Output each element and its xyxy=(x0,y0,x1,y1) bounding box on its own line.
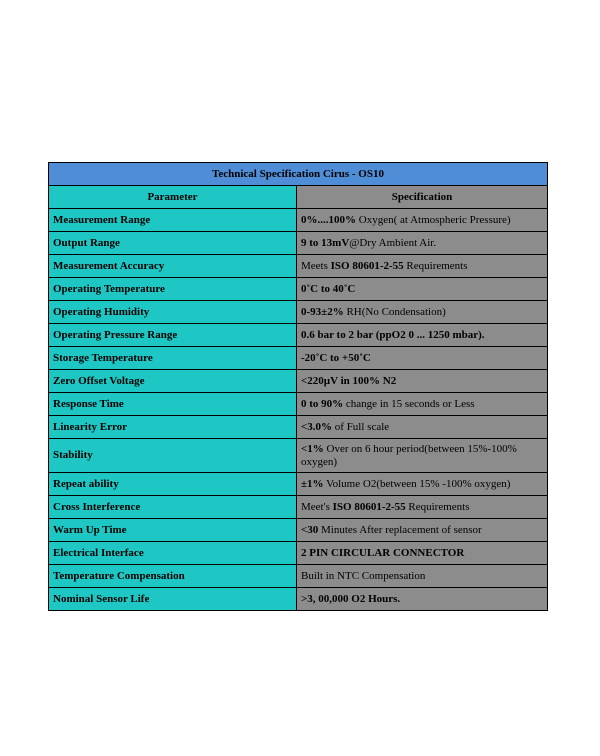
table-row xyxy=(49,347,548,370)
specification-cell xyxy=(297,370,548,393)
specification-cell xyxy=(297,565,548,588)
table-header-row xyxy=(49,186,548,209)
table-row xyxy=(49,588,548,611)
spec-text: @Dry Ambient Air. xyxy=(349,236,437,249)
table-title: Technical Specification Cirus - OS10 xyxy=(49,163,548,186)
parameter-cell: Storage Temperature xyxy=(49,347,297,370)
parameter-cell: Electrical Interface xyxy=(49,542,297,565)
parameter-cell: Operating Temperature xyxy=(49,278,297,301)
specification-cell xyxy=(297,588,548,611)
parameter-cell: Response Time xyxy=(49,393,297,416)
parameter-cell: Stability xyxy=(49,439,297,473)
parameter-cell: Repeat ability xyxy=(49,473,297,496)
specification-cell xyxy=(297,255,548,278)
specification-cell xyxy=(297,324,548,347)
spec-text: Requirements xyxy=(405,500,470,513)
table-row xyxy=(49,278,548,301)
table-row xyxy=(49,439,548,473)
table-row xyxy=(49,301,548,324)
parameter-cell: Linearity Error xyxy=(49,416,297,439)
spec-text: Requirements xyxy=(403,259,468,272)
spec-text: Oxygen( at Atmospheric Pressure) xyxy=(356,213,511,226)
spec-text: Volume O2(between 15% -100% oxygen) xyxy=(323,477,511,490)
spec-text: Meet's xyxy=(301,500,333,513)
specification-cell xyxy=(297,209,548,232)
parameter-cell: Measurement Range xyxy=(49,209,297,232)
parameter-cell: Output Range xyxy=(49,232,297,255)
spec-text: change in 15 seconds or Less xyxy=(343,397,475,410)
table-row xyxy=(49,232,548,255)
spec-bold-text: <30 xyxy=(301,523,319,536)
specification-cell xyxy=(297,473,548,496)
spec-text: Meets xyxy=(301,259,331,272)
table-row xyxy=(49,255,548,278)
spec-bold-text: 0%....100% xyxy=(301,213,356,226)
table-row xyxy=(49,416,548,439)
table-row xyxy=(49,209,548,232)
spec-text: RH(No Condensation) xyxy=(343,305,446,318)
spec-text: of Full scale xyxy=(332,420,390,433)
spec-text: Over on 6 hour period(between 15%-100% oxygen) xyxy=(301,442,517,468)
table-row xyxy=(49,370,548,393)
header-specification: Specification xyxy=(297,186,548,209)
spec-bold-text: -20˚C to +50˚C xyxy=(301,351,371,364)
table-row xyxy=(49,519,548,542)
spec-bold-text: <1% xyxy=(301,442,324,455)
spec-bold-text: ISO 80601-2-55 xyxy=(332,500,406,513)
parameter-cell: Temperature Compensation xyxy=(49,565,297,588)
spec-bold-text: 0.6 bar to 2 bar (ppO2 0 ... 1250 mbar). xyxy=(301,328,485,341)
spec-bold-text: 2 PIN CIRCULAR CONNECTOR xyxy=(301,546,465,559)
table-row xyxy=(49,324,548,347)
specification-cell xyxy=(297,519,548,542)
spec-text: Minutes After replacement of sensor xyxy=(318,523,482,536)
spec-bold-text: 0 to 90% xyxy=(301,397,344,410)
spec-table xyxy=(48,162,548,611)
parameter-cell: Operating Pressure Range xyxy=(49,324,297,347)
specification-cell xyxy=(297,232,548,255)
header-parameter: Parameter xyxy=(49,186,297,209)
spec-text: Built in NTC Compensation xyxy=(301,569,426,582)
specification-cell xyxy=(297,542,548,565)
table-title-row xyxy=(49,163,548,186)
parameter-cell: Measurement Accuracy xyxy=(49,255,297,278)
parameter-cell: Zero Offset Voltage xyxy=(49,370,297,393)
spec-bold-text: <220µV in 100% N2 xyxy=(301,374,397,387)
spec-bold-text: >3, 00,000 O2 Hours. xyxy=(301,592,401,605)
spec-bold-text: ISO 80601-2-55 xyxy=(330,259,404,272)
table-row xyxy=(49,393,548,416)
spec-bold-text: ±1% xyxy=(301,477,324,490)
table-body xyxy=(49,209,548,611)
table-row xyxy=(49,473,548,496)
parameter-cell: Warm Up Time xyxy=(49,519,297,542)
parameter-cell: Operating Humidity xyxy=(49,301,297,324)
table-row xyxy=(49,496,548,519)
specification-cell xyxy=(297,496,548,519)
spec-bold-text: 0-93±2% xyxy=(301,305,344,318)
spec-bold-text: 0˚C to 40˚C xyxy=(301,282,356,295)
specification-cell xyxy=(297,439,548,473)
specification-cell xyxy=(297,416,548,439)
parameter-cell: Cross Interference xyxy=(49,496,297,519)
spec-bold-text: <3.0% xyxy=(301,420,333,433)
table-row xyxy=(49,565,548,588)
specification-cell xyxy=(297,347,548,370)
specification-cell xyxy=(297,278,548,301)
parameter-cell: Nominal Sensor Life xyxy=(49,588,297,611)
specification-cell xyxy=(297,393,548,416)
table-row xyxy=(49,542,548,565)
spec-bold-text: 9 to 13mV xyxy=(301,236,350,249)
specification-cell xyxy=(297,301,548,324)
